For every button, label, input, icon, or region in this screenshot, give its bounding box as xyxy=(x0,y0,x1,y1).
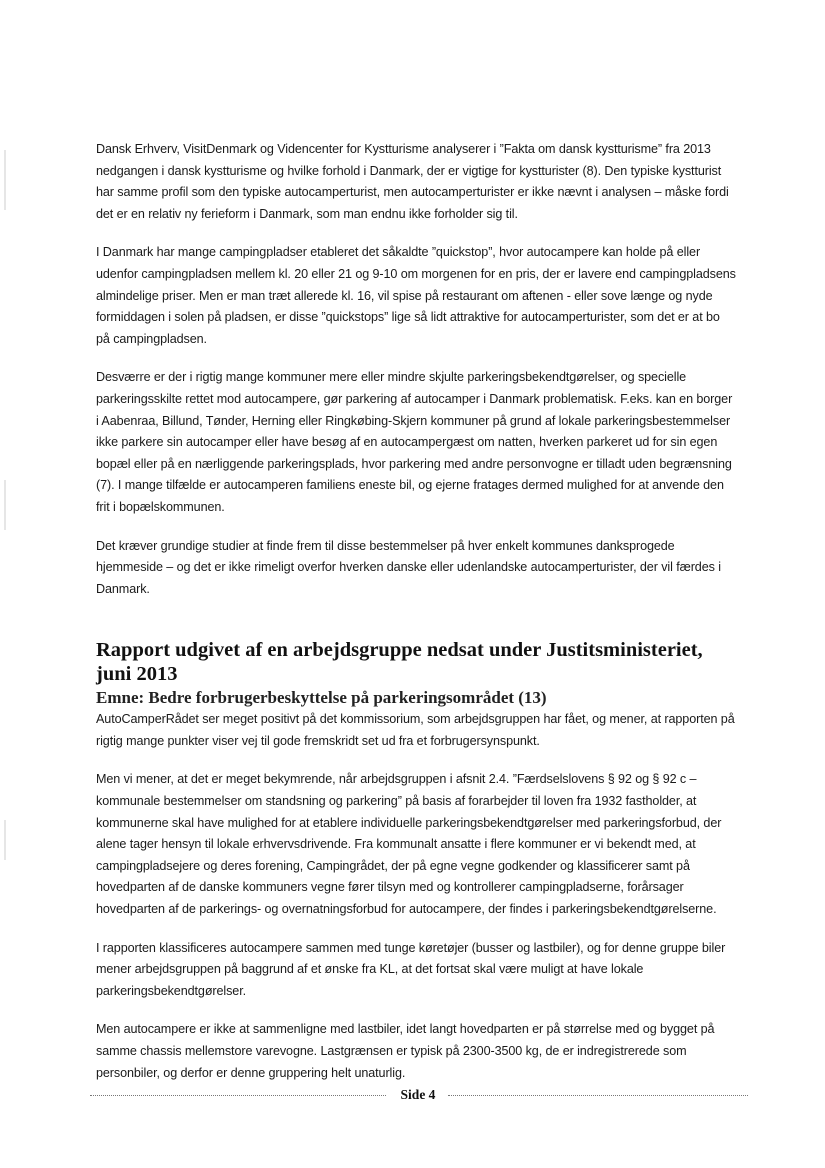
footer-rule-left xyxy=(90,1095,386,1096)
footer-rule-right xyxy=(448,1095,748,1096)
paragraph: Desværre er der i rigtig mange kommuner mere eller mindre skjulte parkeringsbekendtgørelser, og specielle parkeringsskilte rettet mod autocampere, gør parkering af autocamper i Danmark problematisk. F.eks. kan en borger i Aabenraa, Billund, Tønder, Herning eller Ringkøbing-Skjern kommuner på grund af lokale parkeringsbestemmelser ikke parkere sin autocamper eller have besøg af en autocampergæst om natten, hverken parkeret ud for sin egen bopæl eller på en nærliggende parkeringsplads, hvor parkering med andre personvogne er tilladt uden begrænsning (7). I mange tilfælde er autocamperen familiens eneste bil, og ejerne fratages dermed mulighed for at anvende den frit i bopælskommunen. xyxy=(96,370,733,514)
paragraph: Men autocampere er ikke at sammenligne med lastbiler, idet langt hovedparten er på størrelse med og bygget på samme chassis mellemstore varevogne. Lastgrænsen er typisk på 2300-3500 kg, de er indregistrerede som personbiler, og derfor er denne gruppering helt unaturlig. xyxy=(96,1022,715,1080)
document-body xyxy=(96,139,736,1101)
section-heading: Rapport udgivet af en arbejdsgruppe nedsat under Justitsministeriet, juni 2013 xyxy=(96,639,703,686)
paragraph: I rapporten klassificeres autocampere sammen med tunge køretøjer (busser og lastbiler), og for denne gruppe biler mener arbejdsgruppen på baggrund af et ønske fra KL, at det fortsat skal være muligt at have lokale parkeringsbekendtgørelser. xyxy=(96,940,726,998)
paragraph: AutoCamperRådet ser meget positivt på det kommissorium, som arbejdsgruppen har fået, og mener, at rapporten på rigtig mange punkter viser vej til gode fremskridt set ud fra et forbrugersynspunkt. xyxy=(96,712,735,748)
scan-edge-mark xyxy=(4,480,6,530)
scan-edge-mark xyxy=(4,820,6,860)
paragraph: Men vi mener, at det er meget bekymrende, når arbejdsgruppen i afsnit 2.4. ”Færdselslovens § 92 og § 92 c – kommunale bestemmelser om standsning og parkering” på basis af forarbejder til loven fra 1932 fastholder, at kommunerne skal have mulighed for at etablere individuelle parkeringsbekendtgørelser med parkeringsforbud, der alene tager hensyn til lokale erhvervsdrivende. Fra kommunalt ansatte i flere kommuner er vi bekendt med, at campingpladsejere og deres forening, Campingrådet, der på egne vegne godkender og klassificerer samt på hovedparten af de danske kommuners vegne fører tilsyn med og kontrollerer campingpladserne, forårsager hovedparten af de parkerings- og overnatningsforbud for autocampere, der findes i parkeringsbekendtgørelserne. xyxy=(96,772,722,917)
paragraph: Dansk Erhverv, VisitDenmark og Videncenter for Kystturisme analyserer i ”Fakta om dansk kystturisme” fra 2013 nedgangen i dansk kystturisme og hvilke forhold i Danmark, der er vigtige for kystturister (8). Den typiske kystturist har samme profil som den typiske autocamperturist, men autocamperturister er ikke nævnt i analysen – måske fordi det er en relativ ny ferieform i Danmark, som man endnu ikke forholder sig til. xyxy=(96,142,729,221)
paragraph: I Danmark har mange campingpladser etableret det såkaldte ”quickstop”, hvor autocampere kan holde på eller udenfor campingpladsen mellem kl. 20 eller 21 og 9-10 om morgenen for en pris, der er lavere end campingpladsens almindelige priser. Men er man træt allerede kl. 16, vil spise på restaurant om aftenen - eller sove længe og nyde formiddagen i solen på pladsen, er disse ”quickstops” lige så lidt attraktive for autocamperturister, som det er at bo på campingpladsen. xyxy=(96,245,736,346)
page-number: Side 4 xyxy=(400,1087,436,1102)
section-subheading: Emne: Bedre forbrugerbeskyttelse på parkeringsområdet (13) xyxy=(96,688,547,708)
page-footer xyxy=(90,1085,750,1105)
paragraph: Det kræver grundige studier at finde frem til disse bestemmelser på hver enkelt kommunes danksprogede hjemmeside – og det er ikke rimeligt overfor hverken danske eller udenlandske autocamperturister, der vil færdes i Danmark. xyxy=(96,538,721,596)
scan-edge-mark xyxy=(4,150,6,210)
